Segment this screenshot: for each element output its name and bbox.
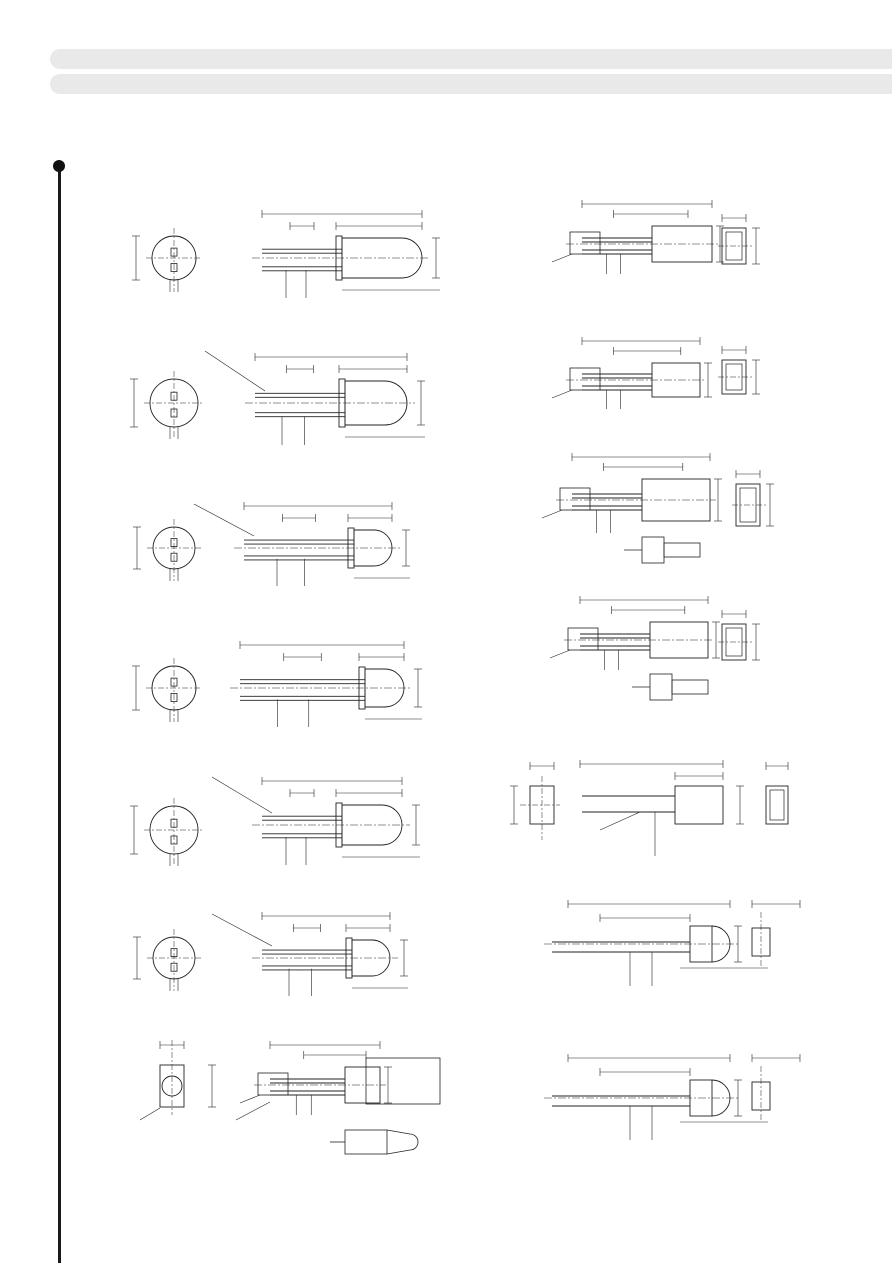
right-drawing-3 [542, 453, 774, 563]
left-drawing-7 [140, 1040, 440, 1154]
right-drawing-1 [552, 200, 760, 274]
left-drawing-6 [133, 912, 408, 996]
left-drawing-2 [130, 351, 425, 445]
right-drawing-5 [510, 760, 788, 856]
right-drawing-4 [550, 596, 760, 700]
left-drawing-4 [132, 641, 422, 727]
left-drawing-1 [132, 210, 440, 298]
left-column-drawings [130, 210, 440, 1154]
right-drawing-2 [552, 337, 760, 409]
left-drawing-3 [133, 502, 410, 586]
right-drawing-7 [544, 1054, 800, 1140]
right-column-drawings [510, 200, 800, 1140]
left-drawing-5 [130, 777, 420, 866]
right-drawing-6 [544, 900, 800, 986]
